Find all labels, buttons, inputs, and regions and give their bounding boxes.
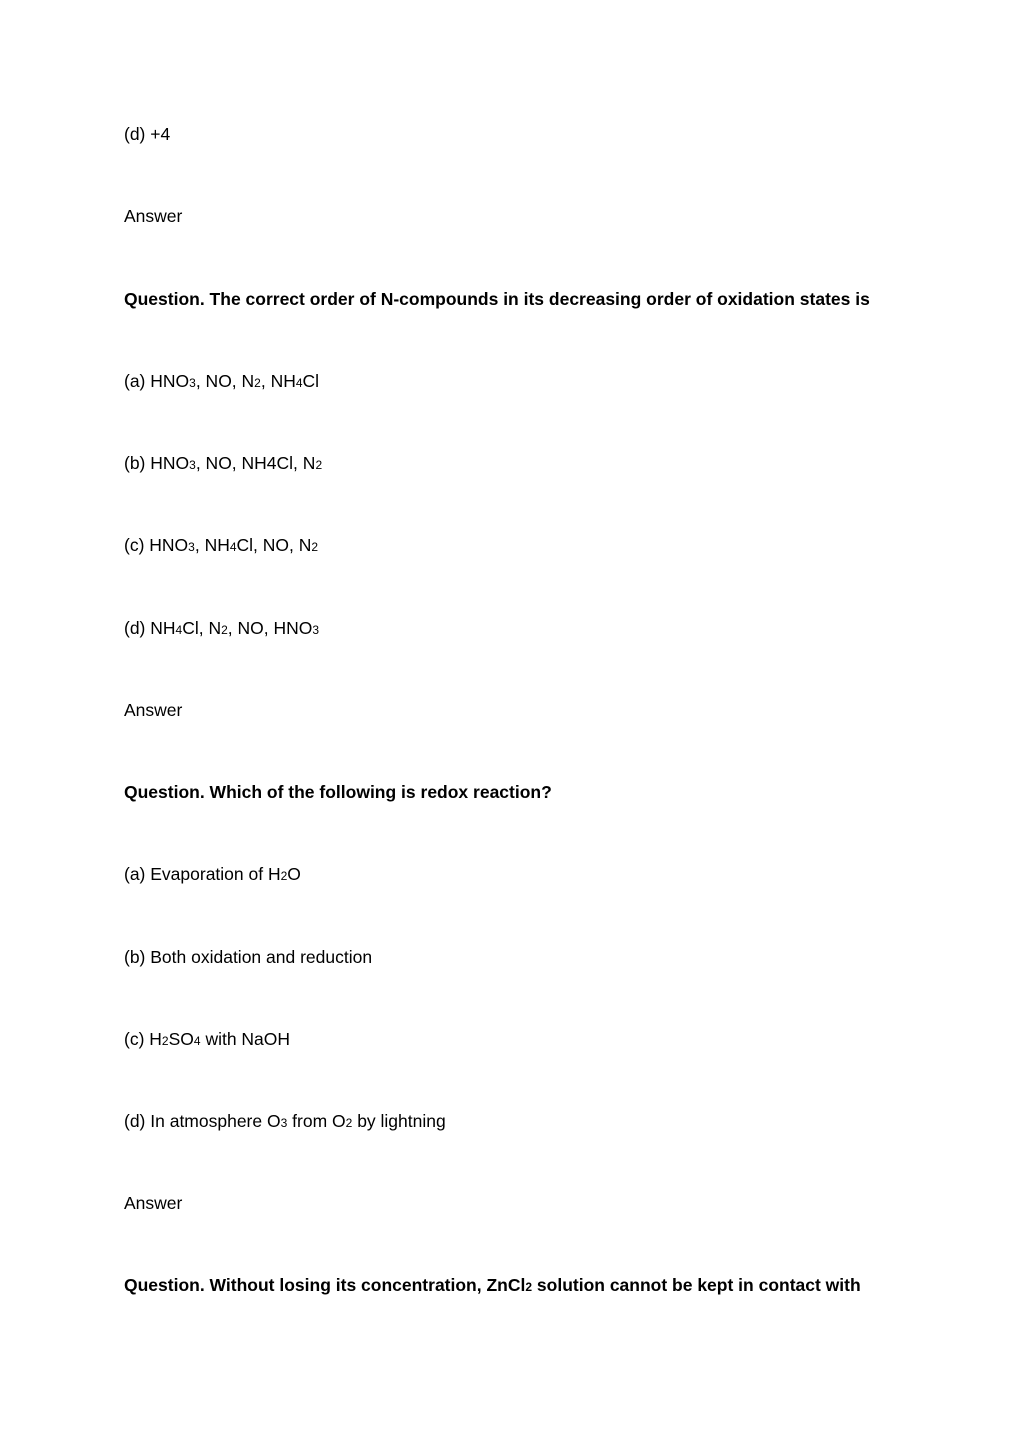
text-run: , NO, N bbox=[195, 371, 255, 391]
subscript: 2 bbox=[525, 1280, 533, 1294]
text-run: (d) In atmosphere O bbox=[124, 1111, 281, 1131]
subscript: 4 bbox=[175, 623, 183, 637]
text-run: Question. The correct order of N-compounds in its decreasing order of oxidation states is bbox=[124, 289, 870, 309]
text-run: , NH bbox=[194, 535, 230, 555]
text-run: solution cannot be kept in contact with bbox=[532, 1275, 861, 1295]
text-run: (c) HNO bbox=[124, 535, 189, 555]
option-b bbox=[124, 452, 322, 476]
subscript: 2 bbox=[161, 1034, 169, 1048]
subscript: 4 bbox=[295, 376, 303, 390]
subscript: 2 bbox=[315, 458, 323, 472]
question-heading bbox=[124, 288, 870, 310]
option-d bbox=[124, 1110, 446, 1134]
text-run: Answer bbox=[124, 1193, 183, 1213]
option-c bbox=[124, 1028, 290, 1052]
subscript: 3 bbox=[188, 540, 195, 554]
text-run: Cl, N bbox=[182, 618, 222, 638]
subscript: 3 bbox=[189, 376, 196, 390]
subscript: 2 bbox=[254, 376, 261, 390]
subscript: 2 bbox=[345, 1116, 353, 1130]
option-a bbox=[124, 370, 319, 394]
subscript: 2 bbox=[280, 869, 288, 883]
question-heading bbox=[124, 1274, 861, 1298]
answer-link[interactable] bbox=[124, 1192, 182, 1214]
option-c bbox=[124, 534, 318, 558]
text-run: (b) HNO bbox=[124, 453, 190, 473]
answer-link[interactable] bbox=[124, 699, 182, 721]
subscript: 4 bbox=[193, 1034, 201, 1048]
option-a bbox=[124, 863, 301, 887]
question-heading bbox=[124, 781, 552, 803]
text-run: Cl bbox=[302, 371, 320, 391]
text-run: by lightning bbox=[352, 1111, 446, 1131]
text-run: Answer bbox=[124, 700, 183, 720]
text-run: with NaOH bbox=[200, 1029, 291, 1049]
subscript: 4 bbox=[229, 540, 237, 554]
subscript: 3 bbox=[312, 623, 320, 637]
text-run: (d) NH bbox=[124, 618, 176, 638]
option-d bbox=[124, 617, 319, 641]
text-run: SO bbox=[168, 1029, 194, 1049]
text-run: (b) Both oxidation and reduction bbox=[124, 947, 373, 967]
option-d-prev bbox=[124, 123, 170, 145]
text-run: Answer bbox=[124, 206, 183, 226]
subscript: 3 bbox=[189, 458, 196, 472]
subscript: 2 bbox=[221, 623, 228, 637]
text-run: , NH bbox=[260, 371, 296, 391]
text-run: , NO, HNO bbox=[227, 618, 313, 638]
answer-link[interactable] bbox=[124, 205, 182, 227]
text-run: , NO, NH4Cl, N bbox=[195, 453, 316, 473]
text-run: Question. Without losing its concentration, ZnCl bbox=[124, 1275, 526, 1295]
text-run: (a) Evaporation of H bbox=[124, 864, 281, 884]
option-b bbox=[124, 946, 372, 968]
subscript: 2 bbox=[311, 540, 319, 554]
text-run: Question. Which of the following is redox reaction? bbox=[124, 782, 552, 802]
text-run: Cl, NO, N bbox=[236, 535, 312, 555]
text-run: from O bbox=[287, 1111, 346, 1131]
subscript: 3 bbox=[280, 1116, 288, 1130]
text-run: (a) HNO bbox=[124, 371, 190, 391]
text-run: (d) +4 bbox=[124, 124, 171, 144]
text-run: (c) H bbox=[124, 1029, 162, 1049]
text-run: O bbox=[287, 864, 301, 884]
